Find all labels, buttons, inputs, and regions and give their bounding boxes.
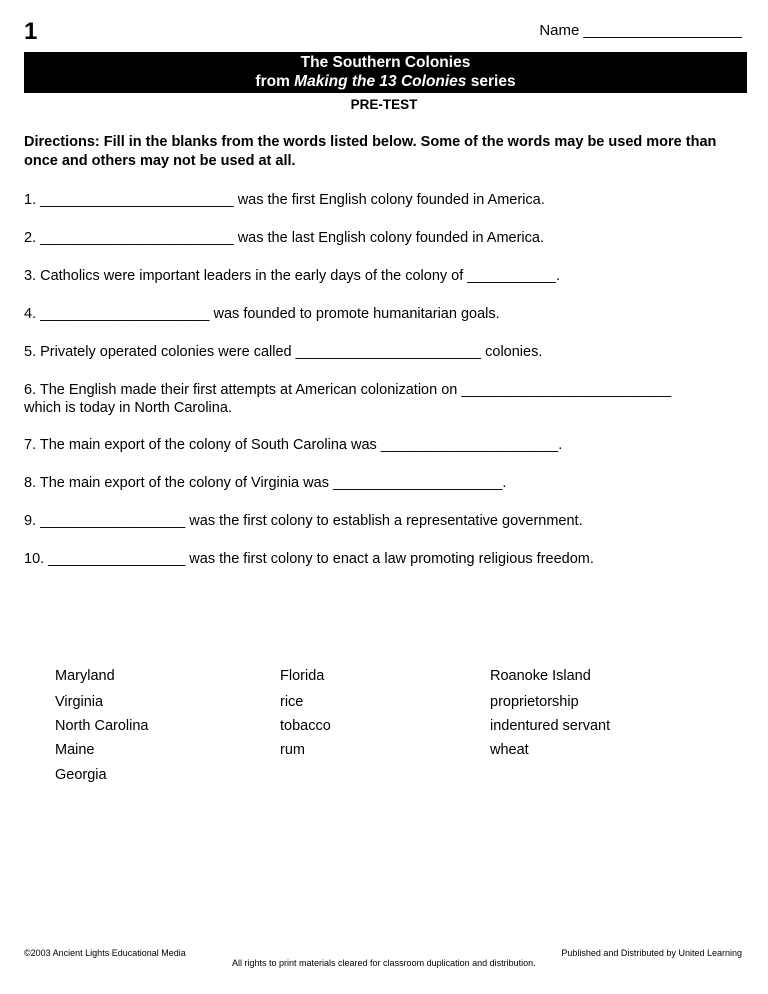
question-1[interactable]: 1. ________________________ was the first English colony founded in America. — [24, 192, 545, 208]
question-4[interactable]: 4. _____________________ was founded to promote humanitarian goals. — [24, 306, 500, 322]
word-bank-item: rice — [280, 694, 304, 710]
directions-text: : Fill in the blanks from the words listed below. Some of the words may be used more than once and others may not be used at all. — [24, 134, 717, 169]
question-2[interactable]: 2. ________________________ was the last English colony founded in America. — [24, 230, 544, 246]
word-bank-item: Virginia — [55, 694, 104, 710]
question-8[interactable]: 8. The main export of the colony of Virginia was _____________________. — [24, 475, 507, 491]
word-bank-item: proprietorship — [490, 694, 579, 710]
series-from: from — [255, 73, 295, 90]
word-bank-item: Florida — [280, 668, 325, 684]
word-bank-item: Georgia — [55, 767, 107, 783]
question-6[interactable]: 6. The English made their first attempts at American colonization on __________________________ — [24, 382, 672, 398]
word-bank-item: Maryland — [55, 668, 115, 684]
question-6-continued: which is today in North Carolina. — [24, 400, 232, 416]
question-10[interactable]: 10. _________________ was the first colony to enact a law promoting religious freedom. — [24, 551, 594, 567]
word-bank-item: North Carolina — [55, 718, 149, 734]
name-field[interactable]: Name ___________________ — [539, 22, 742, 39]
footer-copyright: ©2003 Ancient Lights Educational Media — [24, 948, 186, 958]
series-name: Making the 13 Colonies — [294, 73, 467, 90]
series-suffix: series — [466, 73, 516, 90]
title-banner — [24, 52, 747, 93]
word-bank-item: Maine — [55, 742, 95, 758]
word-bank-item: indentured servant — [490, 718, 611, 734]
footer-publisher: Published and Distributed by United Learning — [561, 948, 742, 958]
subtitle-series — [24, 72, 747, 91]
word-bank-item: Roanoke Island — [490, 668, 591, 684]
question-7[interactable]: 7. The main export of the colony of South Carolina was ______________________. — [24, 437, 563, 453]
directions-label: Directions — [24, 134, 95, 150]
word-bank-item: tobacco — [280, 718, 331, 734]
question-5[interactable]: 5. Privately operated colonies were called _______________________ colonies. — [24, 344, 543, 360]
question-3[interactable]: 3. Catholics were important leaders in the early days of the colony of ___________. — [24, 268, 561, 284]
title: The Southern Colonies — [300, 54, 471, 71]
word-bank-item: rum — [280, 742, 305, 758]
footer-rights: All rights to print materials cleared for classroom duplication and distribution. — [232, 958, 536, 968]
word-bank-item: wheat — [490, 742, 529, 758]
directions — [24, 133, 744, 171]
page-number: 1 — [24, 18, 38, 45]
pre-test-heading: PRE-TEST — [350, 97, 418, 112]
question-9[interactable]: 9. __________________ was the first colony to establish a representative government. — [24, 513, 583, 529]
